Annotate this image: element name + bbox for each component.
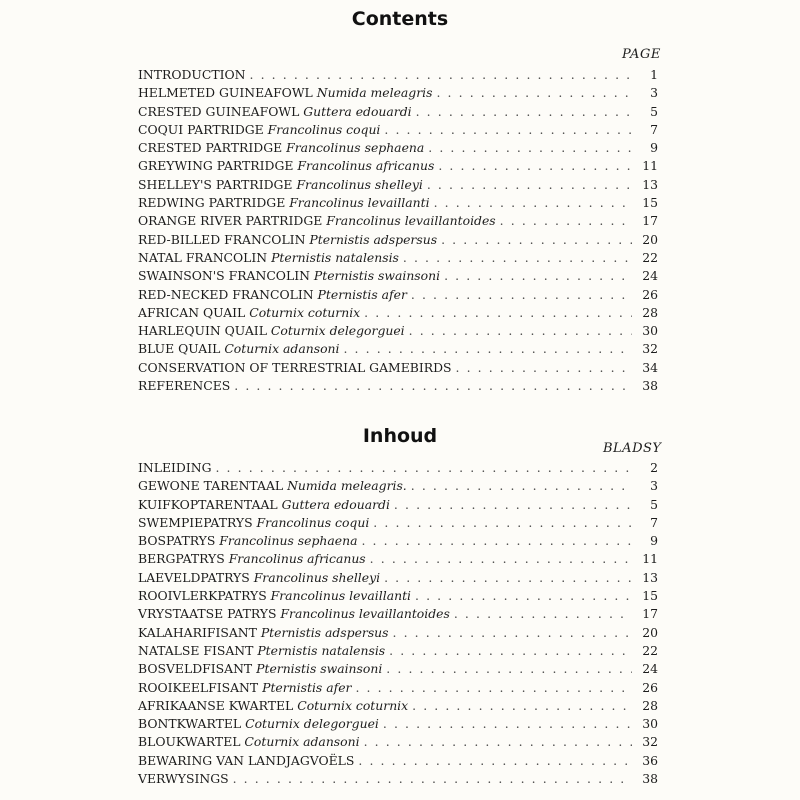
toc-entry	[138, 322, 658, 340]
toc-entry	[138, 103, 658, 121]
toc-entry-common-name: REFERENCES	[138, 378, 231, 394]
toc-entry-title	[138, 231, 437, 249]
toc-entry	[138, 84, 658, 102]
toc-entry-title	[138, 66, 246, 84]
toc-entry-page-number: 28	[642, 697, 658, 713]
toc-entry	[138, 377, 658, 395]
toc-entry-scientific-name: Francolinus levaillanti	[289, 195, 430, 211]
dot-leader	[383, 715, 632, 733]
toc-entry	[138, 267, 658, 285]
toc-entry-page-number: 13	[642, 569, 658, 585]
toc-entry	[138, 157, 658, 175]
toc-entry-scientific-name: Francolinus coqui	[256, 514, 370, 530]
dot-leader	[355, 679, 632, 697]
dot-leader	[364, 733, 632, 751]
toc-entry-page-number: 28	[642, 304, 658, 320]
dot-leader	[215, 459, 632, 477]
toc-entry-common-name: CRESTED PARTRIDGE	[138, 140, 283, 156]
toc-entry	[138, 642, 658, 660]
toc-entry-scientific-name: Francolinus shelleyi	[253, 569, 381, 585]
toc-entry	[138, 459, 658, 477]
toc-entry-common-name: ORANGE RIVER PARTRIDGE	[138, 213, 323, 229]
toc-entry	[138, 194, 658, 212]
toc-entry-title	[138, 477, 407, 495]
toc-entry-scientific-name: Pternistis natalensis	[271, 249, 399, 265]
dot-leader	[456, 359, 632, 377]
toc-entry-page-number: 36	[642, 752, 658, 768]
toc-entry-title	[138, 340, 339, 358]
contents-list	[138, 66, 658, 395]
toc-entry	[138, 569, 658, 587]
toc-entry-common-name: BEWARING VAN LANDJAGVOËLS	[138, 752, 355, 768]
toc-entry-common-name: BONTKWARTEL	[138, 716, 242, 732]
inhoud-list	[138, 459, 658, 788]
toc-entry-scientific-name: Coturnix coturnix	[297, 697, 409, 713]
toc-entry-common-name: ROOIKEELFISANT	[138, 679, 259, 695]
toc-entry-scientific-name: Numida meleagris	[316, 85, 433, 101]
contents-heading: Contents	[351, 8, 449, 30]
toc-entry-title	[138, 359, 452, 377]
dot-leader	[438, 157, 632, 175]
toc-entry-page-number: 32	[642, 734, 658, 750]
toc-entry	[138, 249, 658, 267]
toc-entry	[138, 587, 658, 605]
toc-entry-common-name: LAEVELDPATRYS	[138, 569, 250, 585]
toc-entry-common-name: KALAHARIFISANT	[138, 624, 257, 640]
dot-leader	[500, 212, 632, 230]
dot-leader	[409, 322, 632, 340]
toc-entry-scientific-name: Francolinus sephaena	[219, 533, 358, 549]
dot-leader	[386, 660, 632, 678]
toc-entry-scientific-name: Francolinus africanus	[297, 158, 435, 174]
toc-entry-page-number: 17	[642, 213, 658, 229]
toc-entry-title	[138, 496, 390, 514]
toc-entry	[138, 733, 658, 751]
toc-entry-common-name: SHELLEY'S PARTRIDGE	[138, 176, 293, 192]
toc-entry-scientific-name: Guttera edouardi	[303, 103, 412, 119]
toc-entry-common-name: AFRIKAANSE KWARTEL	[138, 697, 294, 713]
toc-entry-title	[138, 514, 369, 532]
toc-entry-common-name: NATALSE FISANT	[138, 642, 254, 658]
toc-entry-common-name: BLOUKWARTEL	[138, 734, 241, 750]
toc-entry-common-name: BERGPATRYS	[138, 551, 225, 567]
toc-entry-page-number: 24	[642, 661, 658, 677]
dot-leader	[393, 624, 632, 642]
toc-entry-page-number: 20	[642, 624, 658, 640]
toc-entry-title	[138, 697, 408, 715]
toc-entry-scientific-name: Francolinus levaillantoides	[280, 606, 450, 622]
toc-entry-scientific-name: Pternistis adspersus	[260, 624, 389, 640]
dot-leader	[370, 550, 632, 568]
toc-entry	[138, 514, 658, 532]
toc-entry-common-name: BOSPATRYS	[138, 533, 216, 549]
inhoud-heading: Inhoud	[362, 425, 438, 447]
toc-entry-title	[138, 679, 351, 697]
toc-entry-page-number: 9	[650, 533, 658, 549]
toc-entry	[138, 697, 658, 715]
toc-entry-common-name: VERWYSINGS	[138, 771, 229, 787]
toc-entry-common-name: REDWING PARTRIDGE	[138, 195, 286, 211]
toc-entry-title	[138, 605, 450, 623]
toc-entry	[138, 212, 658, 230]
dot-leader	[343, 340, 632, 358]
toc-entry-common-name: KUIFKOPTARENTAAL	[138, 496, 278, 512]
toc-entry-title	[138, 532, 357, 550]
toc-entry-page-number: 9	[650, 140, 658, 156]
toc-entry	[138, 605, 658, 623]
toc-entry-scientific-name: Pternistis natalensis	[257, 642, 386, 658]
dot-leader	[234, 377, 632, 395]
dot-leader	[250, 66, 632, 84]
contents-page-label: PAGE	[622, 47, 661, 62]
toc-entry	[138, 231, 658, 249]
dot-leader	[361, 532, 632, 550]
toc-entry-common-name: RED-NECKED FRANCOLIN	[138, 286, 314, 302]
dot-leader	[384, 121, 632, 139]
toc-entry-page-number: 15	[642, 195, 658, 211]
toc-entry-title	[138, 194, 430, 212]
toc-entry-scientific-name: Pternistis afer	[262, 679, 352, 695]
dot-leader	[441, 231, 632, 249]
toc-entry-scientific-name: Francolinus levaillanti	[270, 588, 412, 604]
dot-leader	[428, 139, 632, 157]
toc-entry-title	[138, 715, 379, 733]
toc-entry-common-name: AFRICAN QUAIL	[138, 304, 246, 320]
toc-entry	[138, 66, 658, 84]
toc-entry-title	[138, 733, 360, 751]
toc-entry	[138, 496, 658, 514]
dot-leader	[364, 304, 632, 322]
dot-leader	[233, 770, 632, 788]
toc-entry-common-name: GREYWING PARTRIDGE	[138, 158, 294, 174]
toc-entry-page-number: 32	[642, 341, 658, 357]
toc-entry-common-name: RED-BILLED FRANCOLIN	[138, 231, 306, 247]
toc-entry-scientific-name: Coturnix coturnix	[249, 304, 361, 320]
dot-leader	[412, 697, 632, 715]
toc-entry-page-number: 5	[650, 103, 658, 119]
toc-entry-page-number: 22	[642, 249, 658, 265]
toc-entry-title	[138, 550, 366, 568]
toc-entry-page-number: 1	[650, 67, 658, 82]
toc-entry-title	[138, 84, 432, 102]
toc-entry	[138, 660, 658, 678]
dot-leader	[394, 496, 632, 514]
toc-entry	[138, 286, 658, 304]
toc-entry-title	[138, 642, 385, 660]
toc-entry	[138, 715, 658, 733]
toc-entry-page-number: 34	[642, 359, 658, 375]
toc-entry-title	[138, 624, 389, 642]
toc-entry-common-name: HELMETED GUINEAFOWL	[138, 85, 313, 101]
toc-entry-page-number: 11	[642, 551, 658, 567]
toc-entry-page-number: 38	[642, 378, 658, 394]
toc-entry-common-name: BOSVELDFISANT	[138, 661, 253, 677]
toc-entry-common-name: SWAINSON'S FRANCOLIN	[138, 268, 310, 284]
toc-entry-title	[138, 377, 230, 395]
toc-entry-page-number: 24	[642, 268, 658, 284]
toc-entry-common-name: CONSERVATION OF TERRESTRIAL GAMEBIRDS	[138, 359, 452, 375]
toc-entry-scientific-name: Pternistis swainsoni	[313, 268, 441, 284]
dot-leader	[389, 642, 632, 660]
toc-entry	[138, 176, 658, 194]
toc-entry-title	[138, 157, 434, 175]
toc-entry-title	[138, 212, 496, 230]
toc-entry-scientific-name: Guttera edouardi	[281, 496, 390, 512]
toc-entry-title	[138, 752, 354, 770]
toc-entry-common-name: CRESTED GUINEAFOWL	[138, 103, 300, 119]
toc-entry-scientific-name: Francolinus coqui	[267, 121, 381, 137]
toc-entry-common-name: VRYSTAATSE PATRYS	[138, 606, 277, 622]
toc-entry-page-number: 26	[642, 286, 658, 302]
toc-entry-common-name: COQUI PARTRIDGE	[138, 121, 264, 137]
toc-entry	[138, 359, 658, 377]
toc-entry-title	[138, 103, 412, 121]
toc-entry	[138, 679, 658, 697]
toc-entry	[138, 340, 658, 358]
toc-entry	[138, 752, 658, 770]
toc-entry-page-number: 17	[642, 606, 658, 622]
toc-entry-title	[138, 139, 424, 157]
toc-entry-scientific-name: Francolinus africanus	[228, 551, 366, 567]
toc-entry-common-name: INLEIDING	[138, 460, 212, 475]
toc-entry-page-number: 3	[650, 478, 658, 494]
toc-entry-common-name: HARLEQUIN QUAIL	[138, 323, 267, 339]
toc-entry-scientific-name: Coturnix adansoni	[224, 341, 340, 357]
toc-entry	[138, 139, 658, 157]
toc-entry	[138, 550, 658, 568]
toc-entry-scientific-name: Pternistis adspersus	[309, 231, 438, 247]
toc-entry-page-number: 11	[642, 158, 658, 174]
toc-entry-title	[138, 322, 405, 340]
toc-entry	[138, 121, 658, 139]
toc-entry-common-name: GEWONE TARENTAAL	[138, 478, 284, 494]
toc-entry-scientific-name: Pternistis afer	[317, 286, 407, 302]
inhoud-page-label: BLADSY	[603, 441, 662, 456]
dot-leader	[384, 569, 632, 587]
dot-leader	[444, 267, 632, 285]
toc-entry-title	[138, 249, 399, 267]
toc-entry-common-name: SWEMPIEPATRYS	[138, 514, 253, 530]
toc-entry-title	[138, 459, 211, 477]
toc-entry-page-number: 15	[642, 588, 658, 604]
dot-leader	[415, 587, 632, 605]
toc-entry-scientific-name: Coturnix delegorguei	[270, 323, 405, 339]
dot-leader	[411, 286, 632, 304]
toc-entry-title	[138, 267, 440, 285]
toc-entry-title	[138, 286, 407, 304]
toc-entry-page-number: 2	[650, 460, 658, 475]
toc-entry-page-number: 30	[642, 716, 658, 732]
toc-entry	[138, 477, 658, 495]
toc-entry	[138, 532, 658, 550]
toc-entry	[138, 770, 658, 788]
toc-entry-page-number: 3	[650, 85, 658, 101]
toc-entry	[138, 624, 658, 642]
toc-entry	[138, 304, 658, 322]
dot-leader	[416, 103, 632, 121]
toc-entry-title	[138, 176, 423, 194]
toc-entry-page-number: 20	[642, 231, 658, 247]
toc-entry-common-name: INTRODUCTION	[138, 67, 246, 82]
dot-leader	[436, 84, 632, 102]
toc-entry-page-number: 22	[642, 642, 658, 658]
toc-entry-scientific-name: Francolinus levaillantoides	[326, 213, 496, 229]
toc-entry-page-number: 30	[642, 323, 658, 339]
toc-entry-common-name: BLUE QUAIL	[138, 341, 221, 357]
toc-entry-scientific-name: Francolinus shelleyi	[296, 176, 423, 192]
dot-leader	[373, 514, 632, 532]
dot-leader	[454, 605, 632, 623]
toc-entry-title	[138, 569, 380, 587]
toc-entry-page-number: 5	[650, 496, 658, 512]
toc-entry-page-number: 38	[642, 771, 658, 787]
toc-entry-scientific-name: Francolinus sephaena	[286, 140, 425, 156]
dot-leader	[403, 249, 632, 267]
toc-entry-page-number: 13	[642, 176, 658, 192]
toc-entry-title	[138, 770, 229, 788]
toc-entry-scientific-name: Pternistis swainsoni	[256, 661, 383, 677]
toc-entry-title	[138, 660, 382, 678]
dot-leader	[434, 194, 632, 212]
dot-leader	[358, 752, 632, 770]
toc-entry-title	[138, 121, 380, 139]
toc-entry-common-name: ROOIVLERKPATRYS	[138, 588, 267, 604]
toc-entry-scientific-name: Numida meleagris.	[287, 478, 407, 494]
toc-entry-page-number: 7	[650, 121, 658, 137]
dot-leader	[427, 176, 632, 194]
toc-entry-title	[138, 587, 411, 605]
toc-entry-title	[138, 304, 360, 322]
toc-entry-common-name: NATAL FRANCOLIN	[138, 249, 268, 265]
toc-entry-page-number: 7	[650, 514, 658, 530]
toc-entry-page-number: 26	[642, 679, 658, 695]
toc-entry-scientific-name: Coturnix adansoni	[244, 734, 360, 750]
dot-leader	[411, 477, 632, 495]
toc-entry-scientific-name: Coturnix delegorguei	[245, 716, 379, 732]
